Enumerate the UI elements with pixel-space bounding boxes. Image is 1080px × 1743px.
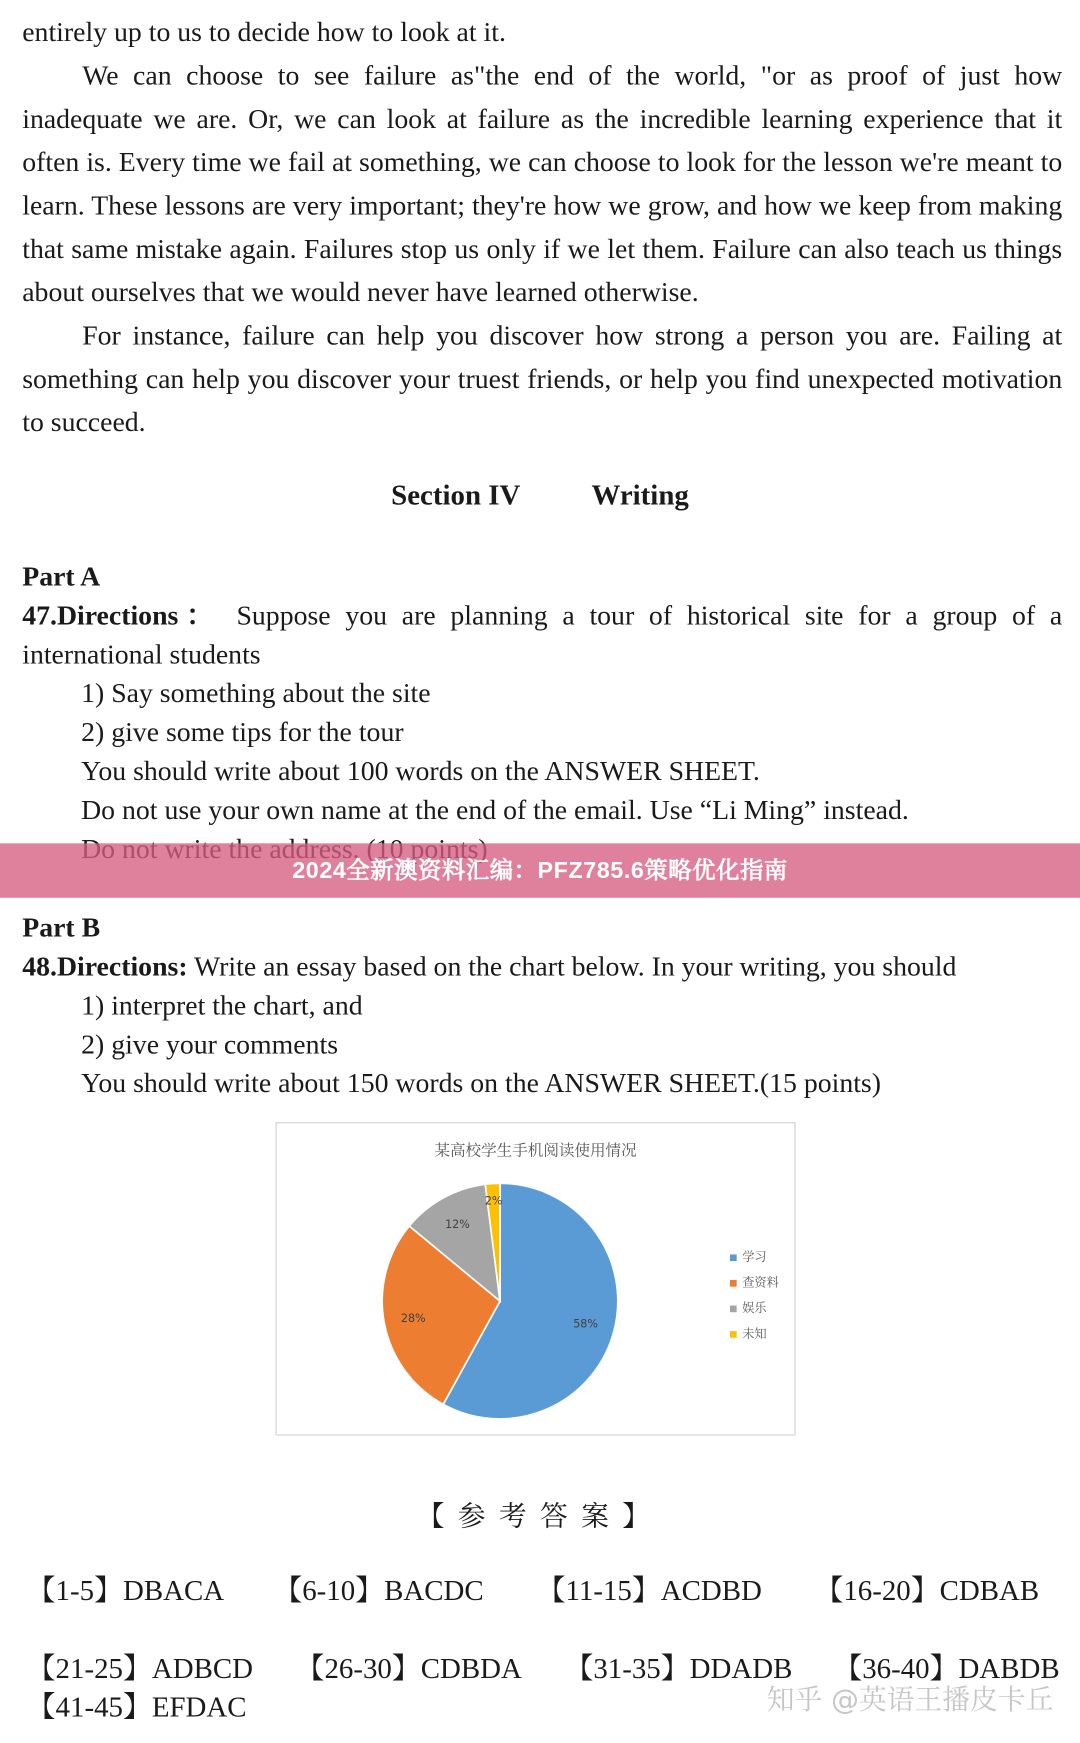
part-a-title: Part A (22, 562, 101, 593)
part-b-directions (22, 948, 1062, 987)
part-b-directions-label: 48.Directions: (22, 952, 188, 983)
part-a-directions-text: Suppose you are planning a tour of historical site for a group of a international students (22, 601, 1063, 671)
answer-item: 【1-5】DBACA (26, 1574, 225, 1607)
legend-label: 查资料 (742, 1275, 779, 1290)
answers-heading: 【参考答案】 (416, 1500, 664, 1533)
passage-line-0: entirely up to us to decide how to look at it. (22, 17, 506, 48)
part-b-directions-text: Write an essay based on the chart below. In your writing, you should (187, 952, 957, 983)
pie-chart-svg (277, 1123, 795, 1434)
answer-item: 【16-20】CDBAB (814, 1574, 1040, 1607)
legend-label: 未知 (742, 1326, 767, 1341)
reading-passage (22, 11, 1062, 444)
answer-item: 【11-15】ACDBD (536, 1574, 762, 1607)
legend-label: 学习 (742, 1250, 767, 1265)
part-b-item-1: 1) interpret the chart, and (81, 991, 363, 1022)
pie-chart (276, 1122, 796, 1435)
answer-item: 【36-40】DABDB (833, 1652, 1060, 1685)
legend-swatch (730, 1331, 737, 1338)
legend-swatch (730, 1280, 737, 1287)
answer-item: 【21-25】ADBCD (26, 1652, 253, 1685)
answer-item: 【41-45】EFDAC (26, 1691, 247, 1724)
section-number: Section IV (391, 478, 521, 512)
watermark: 知乎 @英语王播皮卡丘 (766, 1683, 1054, 1716)
passage-paragraph-2: For instance, failure can help you discover how strong a person you are. Failing at something can help you discover your truest friends, or help you find unexpected motivation to succeed. (22, 321, 1063, 438)
promo-banner[interactable]: 2024全新澳资料汇编：PFZ785.6策略优化指南 (0, 843, 1080, 897)
pie-data-label: 58% (573, 1317, 598, 1331)
chart-title: 某高校学生手机阅读使用情况 (434, 1142, 637, 1160)
pie-data-label: 28% (400, 1312, 426, 1326)
part-b-item-2: 2) give your comments (81, 1030, 339, 1060)
part-a-item-3: You should write about 100 words on the ANSWER SHEET. (81, 756, 760, 787)
legend-swatch (730, 1254, 737, 1261)
answer-item: 【26-30】CDBDA (295, 1652, 522, 1685)
part-b-item-3: You should write about 150 words on the ANSWER SHEET.(15 points) (81, 1068, 882, 1099)
pie-data-label: 12% (445, 1218, 470, 1232)
pie-data-label: 2% (484, 1194, 503, 1208)
part-a-item-1: 1) Say something about the site (81, 678, 431, 709)
section-heading (0, 479, 1080, 512)
legend-label: 娱乐 (742, 1301, 767, 1316)
answer-item: 【31-35】DDADB (564, 1652, 793, 1685)
part-a-directions-label: 47.Directions： (22, 601, 222, 632)
answer-item: 【6-10】BACDC (273, 1574, 484, 1607)
part-b (22, 909, 1062, 1103)
part-a (22, 558, 1062, 869)
part-b-title: Part B (22, 913, 101, 944)
legend-swatch (730, 1306, 737, 1313)
passage-paragraph-1: We can choose to see failure as"the end of the world, "or as proof of just how inadequate we are. Or, we can look at failure as the incredible learning experience that it often is. Every time we fail at something, we can choose to look for the lesson we're meant to learn. These lessons are very important; they're how we grow, and how we keep from making that same mistake again. Failures stop us only if we let them. Failure can also teach us things about ourselves that we would never have learned otherwise. (22, 61, 1063, 308)
part-a-item-4: Do not use your own name at the end of the email. Use “Li Ming” instead. (81, 795, 909, 826)
section-name: Writing (591, 478, 689, 512)
part-a-item-2: 2) give some tips for the tour (81, 717, 404, 748)
part-a-directions (22, 597, 1062, 675)
